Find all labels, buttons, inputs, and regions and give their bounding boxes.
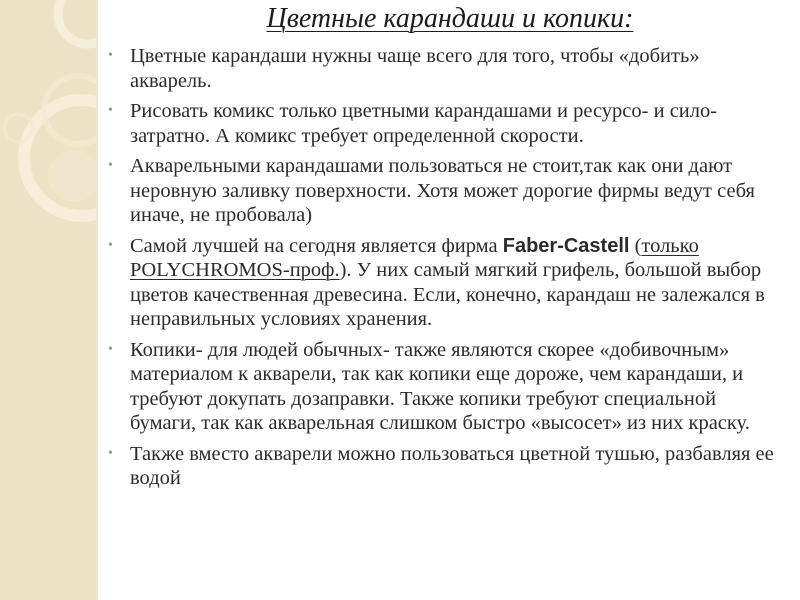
bullet-item-2: [108, 99, 784, 148]
bullet-icon: •: [108, 237, 113, 253]
decorative-circles-graphic: [0, 0, 96, 600]
bullet-item-5: [108, 338, 784, 436]
decorative-side-panel: [0, 0, 96, 600]
bullet-item-4: [108, 234, 784, 332]
bullet-item-1: [108, 44, 784, 93]
bullet-text-before: Самой лучшей на сегодня является фирма: [130, 234, 503, 257]
paren-open: (: [634, 234, 642, 257]
slide-title: Цветные карандаши и копики:: [266, 3, 634, 34]
bullet-icon: •: [108, 48, 113, 63]
bullet-text: Акварельными карандашами пользоваться не стоит,так как они дают неровную заливку поверхности. Хотя может дорогие фирмы ведут себя иначе, не пробовала): [130, 155, 755, 226]
bullet-text: Цветные карандаши нужны чаще всего для того, чтобы «добить» акварель.: [130, 45, 700, 92]
bullet-text: Копики- для людей обычных- также являются скорее «добивочным» материалом к акварели, так как копики еще дороже, чем карандаши, и требуют докупать дозаправки. Также копики требуют специальной бумаги, так как акварельная слишком быстро «высосет» из них краску.: [130, 338, 750, 434]
bullet-text: Также вместо акварели можно пользоваться цветной тушью, разбавляя ее водой: [130, 442, 774, 489]
bullet-text: Рисовать комикс только цветными карандашами и ресурсо- и сило- затратно. А комикс требует определенной скорости.: [130, 100, 718, 147]
bullet-item-3: [108, 154, 784, 228]
side-panel-edge: [96, 0, 98, 600]
bullet-icon: •: [108, 341, 113, 357]
bullet-list: [108, 44, 784, 497]
brand-name: Faber-Castell: [502, 234, 630, 257]
bullet-text-after: ). У них самый мягкий грифель, большой выбор цветов качественная древесина. Если, конечно, карандаш не залежался в неправильных условиях хранения.: [130, 259, 765, 330]
bullet-item-6: [108, 442, 784, 491]
bullet-icon: •: [108, 103, 113, 118]
underlined-note: только POLYCHROMOS-проф.: [130, 234, 699, 281]
bullet-icon: •: [108, 445, 113, 461]
bullet-icon: •: [108, 158, 113, 173]
